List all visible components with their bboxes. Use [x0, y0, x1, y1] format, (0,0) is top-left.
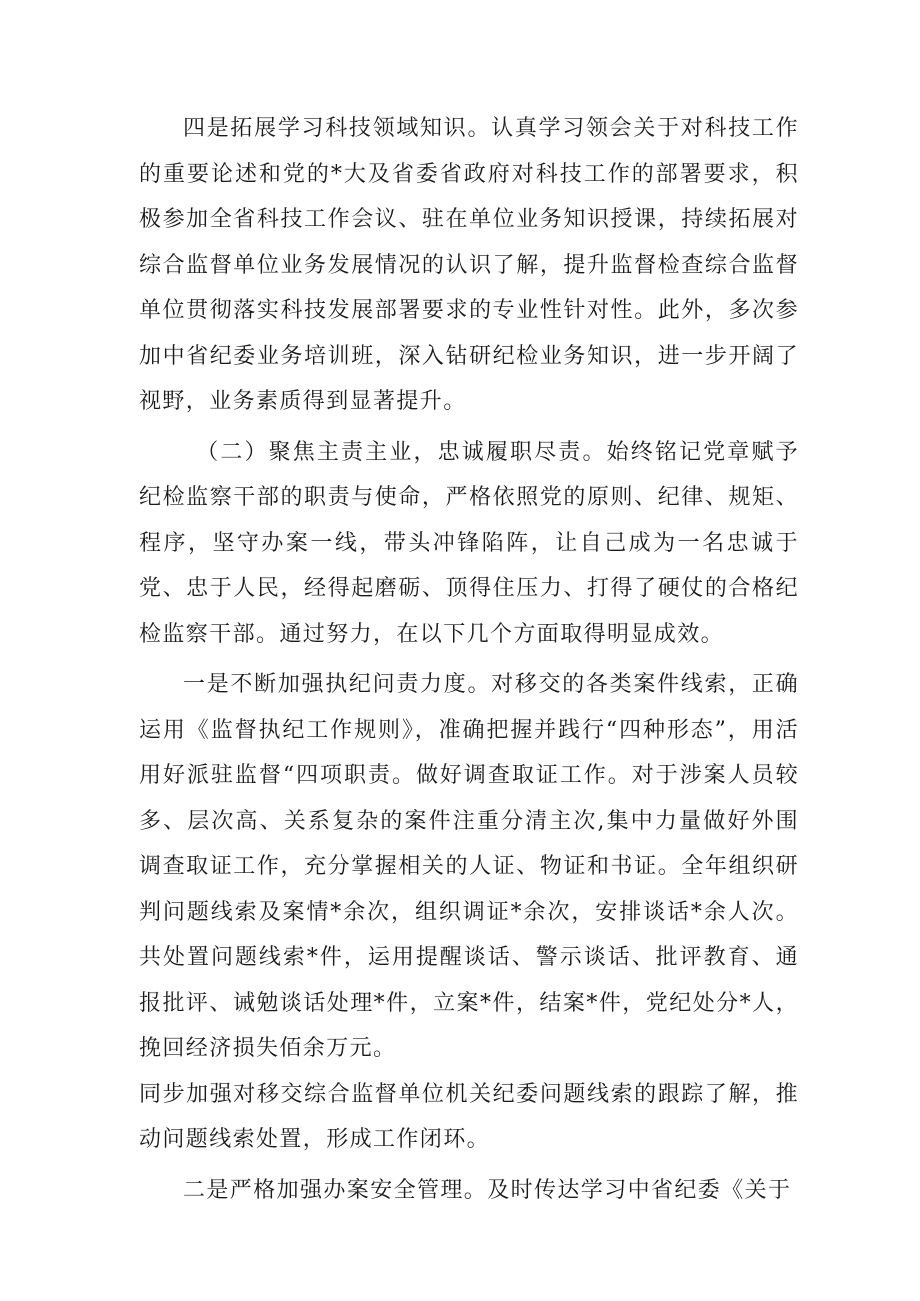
paragraph-section-two: （二）聚焦主责主业，忠诚履职尽责。始终铭记党章赋予纪检监察干部的职责与使命，严格依照党的原则、纪律、规矩、程序，坚守办案一线，带头冲锋陷阵，让自己成为一名忠诚于党、忠于人民，经得起磨砺、顶得住压力、打得了硬仗的合格纪检监察干部。通过努力，在以下几个方面取得明显成效。 [139, 439, 799, 647]
paragraph-tech-knowledge: 四是拓展学习科技领域知识。认真学习领会关于对科技工作的重要论述和党的*大及省委省政府对科技工作的部署要求，积极参加全省科技工作会议、驻在单位业务知识授课，持续拓展对综合监督单位业务发展情况的认识了解，提升监督检查综合监督单位贯彻落实科技发展部署要求的专业性针对性。此外，多次参加中省纪委业务培训班，深入钻研纪检业务知识，进一步开阔了视野，业务素质得到显著提升。 [139, 116, 799, 414]
paragraph-followup: 同步加强对移交综合监督单位机关纪委问题线索的跟踪了解，推动问题线索处置，形成工作闭环。 [139, 1081, 799, 1152]
document-body [139, 106, 799, 1213]
paragraph-case-safety: 二是严格加强办案安全管理。及时传达学习中省纪委《关于 [183, 1177, 792, 1203]
paragraph-discipline-accountability: 一是不断加强执纪问责力度。对移交的各类案件线索，正确运用《监督执纪工作规则》，准确把握并践行“四种形态”，用活用好派驻监督“四项职责。做好调查取证工作。对于涉案人员较多、层次高、关系复杂的案件注重分清主次,集中力量做好外围调查取证工作，充分掌握相关的人证、物证和书证。全年组织研判问题线索及案情*余次，组织调证*余次，安排谈话*余人次。共处置问题线索*件，运用提醒谈话、警示谈话、批评教育、通报批评、诫勉谈话处理*件，立案*件，结案*件，党纪处分*人，挽回经济损失佰余万元。 [139, 672, 799, 1061]
